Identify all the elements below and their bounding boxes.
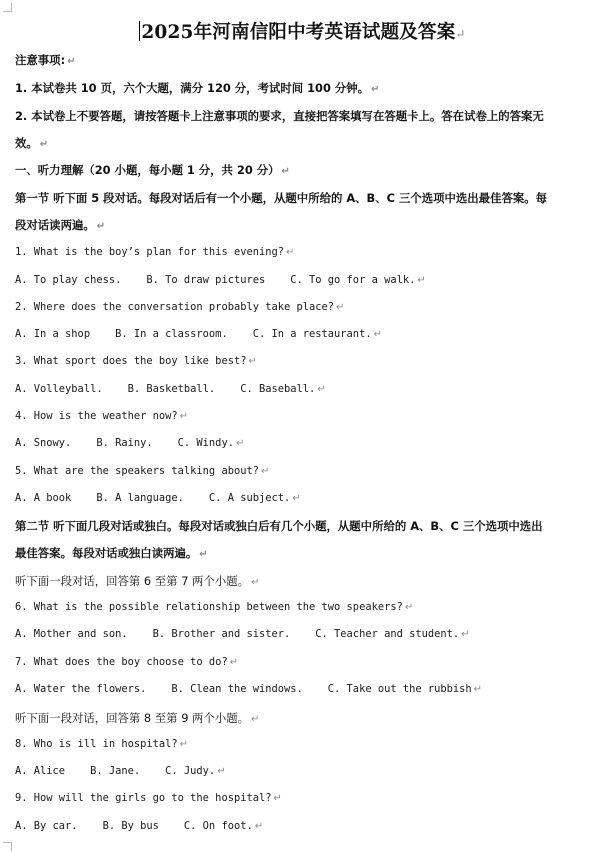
paragraph-mark: ↵ xyxy=(235,438,245,449)
paragraph-mark: ↵ xyxy=(281,166,290,177)
notice-heading: 注意事项: ↵ xyxy=(15,53,76,67)
paragraph-mark: ↵ xyxy=(286,247,295,258)
section-heading-listening: 一、听力理解（20 小题，每小题 1 分，共 20 分） ↵ xyxy=(15,163,290,177)
paragraph-mark: ↵ xyxy=(248,356,257,367)
paragraph-mark: ↵ xyxy=(292,493,301,504)
question-7: 7. What does the boy choose to do? ↵ xyxy=(15,656,239,668)
note-2: 2. 本试卷上不要答题，请按答题卡上注意事项的要求，直接把答案填写在答题卡上。答在试卷上的答案无 xyxy=(15,109,544,123)
options-1: A. To play chess. B. To draw pictures C. To go for a walk. ↵ xyxy=(15,274,426,286)
question-5: 5. What are the speakers talking about? ↵ xyxy=(15,465,270,477)
paragraph-mark: ↵ xyxy=(179,411,189,422)
options-9: A. By car. B. By bus C. On foot. ↵ xyxy=(15,820,264,832)
paragraph-mark: ↵ xyxy=(273,793,282,804)
paragraph-mark: ↵ xyxy=(229,657,239,668)
paragraph-mark: ↵ xyxy=(336,302,345,313)
paragraph-mark: ↵ xyxy=(417,275,426,286)
part1-heading: 第一节 听下面 5 段对话。每段对话后有一个小题，从题中所给的 A、B、C 三个选项中选出最佳答案。每 xyxy=(15,191,548,205)
part1-heading-continued: 段对话读两遍。 ↵ xyxy=(15,218,106,232)
note-1: 1. 本试卷共 10 页，六个大题，满分 120 分，考试时间 100 分钟。 ↵ xyxy=(15,81,380,95)
options-7: A. Water the flowers. B. Clean the windows. C. Take out the rubbish ↵ xyxy=(15,683,483,695)
options-3: A. Volleyball. B. Basketball. C. Baseball. ↵ xyxy=(15,383,326,395)
question-4: 4. How is the weather now? ↵ xyxy=(15,410,189,422)
crop-mark-bottom-left xyxy=(3,842,12,851)
options-5: A. A book B. A language. C. A subject. ↵ xyxy=(15,492,301,504)
question-3: 3. What sport does the boy like best? ↵ xyxy=(15,355,257,367)
paragraph-mark: ↵ xyxy=(199,549,208,560)
paragraph-mark: ↵ xyxy=(251,577,260,588)
paragraph-mark: ↵ xyxy=(404,602,414,613)
paragraph-mark: ↵ xyxy=(67,56,76,67)
options-2: A. In a shop B. In a classroom. C. In a restaurant. ↵ xyxy=(15,328,382,340)
question-6: 6. What is the possible relationship between the two speakers? ↵ xyxy=(15,601,414,613)
paragraph-mark: ↵ xyxy=(373,329,382,340)
options-4: A. Snowy. B. Rainy. C. Windy. ↵ xyxy=(15,437,245,449)
part2-heading-continued: 最佳答案。每段对话或独白读两遍。 ↵ xyxy=(15,546,208,560)
crop-mark-top-left xyxy=(3,3,12,12)
paragraph-mark: ↵ xyxy=(260,466,270,477)
paragraph-mark: ↵ xyxy=(179,739,189,750)
note-2-continued: 效。 ↵ xyxy=(15,136,49,150)
title-text: 2025年河南信阳中考英语试题及答案 xyxy=(141,22,456,43)
dialogue-intro-2: 听下面一段对话，回答第 8 至第 9 两个小题。 ↵ xyxy=(15,711,260,725)
paragraph-mark: ↵ xyxy=(254,821,264,832)
question-8: 8. Who is ill in hospital? ↵ xyxy=(15,738,189,750)
question-2: 2. Where does the conversation probably take place? ↵ xyxy=(15,301,345,313)
question-9: 9. How will the girls go to the hospital? ↵ xyxy=(15,792,282,804)
paragraph-mark: ↵ xyxy=(371,84,380,95)
dialogue-intro-1: 听下面一段对话，回答第 6 至第 7 两个小题。 ↵ xyxy=(15,574,260,588)
paragraph-mark: ↵ xyxy=(96,221,106,232)
paragraph-mark: ↵ xyxy=(317,384,326,395)
paragraph-mark: ↵ xyxy=(251,714,260,725)
paragraph-mark: ↵ xyxy=(455,27,466,41)
paragraph-mark: ↵ xyxy=(217,766,226,777)
paragraph-mark: ↵ xyxy=(39,139,49,150)
options-8: A. Alice B. Jane. C. Judy. ↵ xyxy=(15,765,226,777)
question-1: 1. What is the boy’s plan for this evening? ↵ xyxy=(15,246,295,258)
part2-heading: 第二节 听下面几段对话或独白。每段对话或独白后有几个小题，从题中所给的 A、B、C 三个选项中选出 xyxy=(15,519,543,533)
paragraph-mark: ↵ xyxy=(461,629,470,640)
document-title xyxy=(0,18,605,44)
paragraph-mark: ↵ xyxy=(473,684,483,695)
options-6: A. Mother and son. B. Brother and sister. C. Teacher and student. ↵ xyxy=(15,628,470,640)
